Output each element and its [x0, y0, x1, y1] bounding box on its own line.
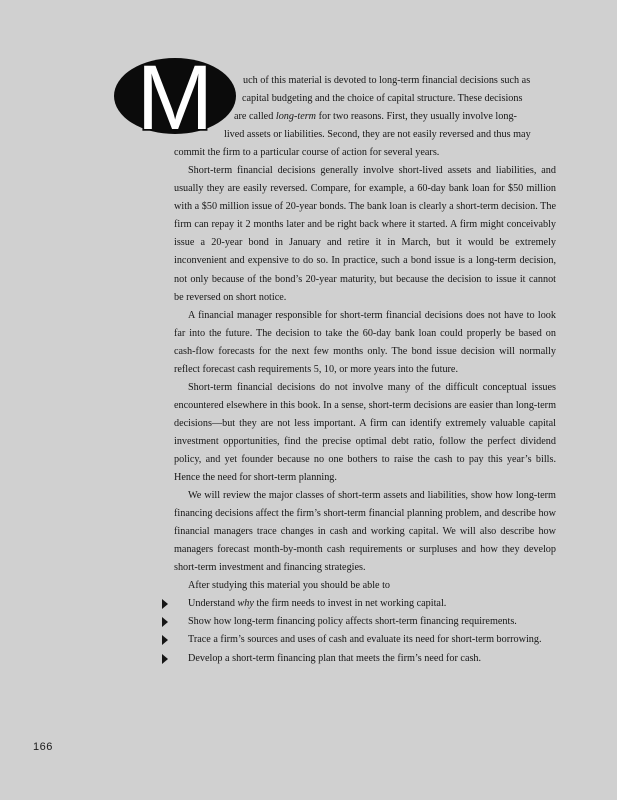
- intro-line: lived assets or liabilities. Second, they are not easily reversed and thus may: [224, 129, 531, 141]
- intro-paragraph: [174, 72, 556, 162]
- objective-item: Trace a firm’s sources and uses of cash and evaluate its need for short-term borrowing.: [174, 631, 556, 649]
- objectives-lead: After studying this material you should be able to: [188, 580, 391, 592]
- intro-line: commit the firm to a particular course of action for several years.: [174, 147, 440, 159]
- intro-line: capital budgeting and the choice of capital structure. These decisions: [242, 93, 523, 105]
- objective-item: Understand why the firm needs to invest in net working capital.: [174, 595, 556, 613]
- objective-item: Show how long-term financing policy affects short-term financing requirements.: [174, 613, 556, 631]
- intro-line: uch of this material is devoted to long-term financial decisions such as: [243, 75, 531, 86]
- page-number: 166: [33, 741, 53, 753]
- objectives-list: [174, 595, 556, 667]
- paragraph: We will review the major classes of short-term assets and liabilities, show how long-term financing decisions affect the firm’s short-term financial planning problem, and describe how financial managers trace changes in cash and working capital. We will also describe how managers forecast month-by-month cash requirements or surpluses and how they develop short-term investment and financing strategies.: [174, 490, 556, 574]
- paragraph: A financial manager responsible for short-term financial decisions does not have to look far into the future. The decision to take the 60-day bank loan could properly be based on cash-flow forecasts for the next few months only. The bond issue decision will normally reflect forecast cash requirements 5, 10, or more years into the future.: [174, 309, 556, 375]
- paragraph: Short-term financial decisions generally involve short-lived assets and liabilities, and usually they are easily reversed. Compare, for example, a 60-day bank loan for $50 million with a $50 million issue of 20-year bonds. The bank loan is clearly a short-term decision. The firm can repay it 2 months later and be right back where it started. A firm might conceivably issue a 20-year bond in January and retire it in March, but it would be extremely inconvenient and expensive to do so. In practice, such a bond issue is a long-term decision, not only because of the bond’s 20-year maturity, but because the decision to issue it cannot be reversed on short notice.: [174, 165, 556, 303]
- triangle-bullet-icon: [162, 617, 168, 627]
- objective-item: Develop a short-term financing plan that meets the firm’s need for cash.: [174, 650, 556, 668]
- triangle-bullet-icon: [162, 654, 168, 664]
- body-text: [174, 72, 556, 668]
- triangle-bullet-icon: [162, 599, 168, 609]
- paragraph: Short-term financial decisions do not involve many of the difficult conceptual issues encountered elsewhere in this book. In a sense, short-term decisions are easier than long-term decisions—but they are not less important. A firm can identify extremely valuable capital investment opportunities, find the precise optimal debt ratio, follow the perfect dividend policy, and yet founder because no one bothers to raise the cash to pay this year’s bills. Hence the need for short-term planning.: [174, 381, 556, 484]
- emphasis-why: why: [237, 598, 254, 610]
- intro-line: are called long-term for two reasons. First, they usually involve long-: [234, 111, 517, 123]
- drop-cap-letter: M: [136, 57, 214, 135]
- triangle-bullet-icon: [162, 635, 168, 645]
- emphasis-long-term: long-term: [275, 111, 317, 123]
